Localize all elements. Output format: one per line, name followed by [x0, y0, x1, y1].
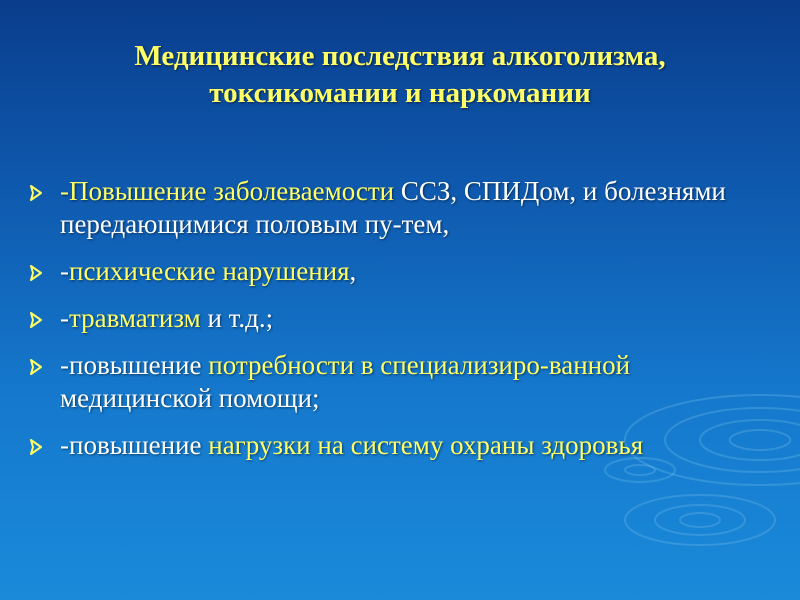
- bullet-list: [28, 175, 758, 476]
- bullet-item: [28, 349, 758, 415]
- arrow-bullet-icon: [28, 438, 46, 456]
- bullet-text: медицинской помощи;: [60, 383, 320, 413]
- slide-title: [40, 38, 760, 112]
- bullet-text: -повышение: [60, 350, 209, 380]
- bullet-text: ССЗ, СПИДом, и болезнями передающимися половым пу-тем,: [60, 176, 726, 239]
- bullet-item: [28, 302, 758, 335]
- bullet-highlight-text: психические нарушения: [69, 256, 350, 286]
- slide-title-line-2: токсикомании и наркомании: [209, 77, 591, 109]
- bullet-highlight-text: -Повышение заболеваемости: [60, 176, 401, 206]
- arrow-bullet-icon: [28, 311, 46, 329]
- bullet-item: [28, 429, 758, 462]
- bullet-item: [28, 255, 758, 288]
- arrow-bullet-icon: [28, 184, 46, 202]
- bullet-highlight-text: потребности в специализиро-ванной: [208, 350, 631, 380]
- arrow-bullet-icon: [28, 264, 46, 282]
- slide-title-line-1: Медицинские последствия алкоголизма,: [134, 40, 666, 72]
- bullet-text: -: [60, 256, 69, 286]
- bullet-text: -повышение: [60, 430, 209, 460]
- bullet-highlight-text: травматизм: [69, 303, 201, 333]
- bullet-text: ,: [349, 256, 357, 286]
- arrow-bullet-icon: [28, 358, 46, 376]
- bullet-text: -: [60, 303, 69, 333]
- bullet-item: [28, 175, 758, 241]
- bullet-text: и т.д.;: [200, 303, 274, 333]
- bullet-highlight-text: нагрузки на систему охраны здоровья: [208, 430, 644, 460]
